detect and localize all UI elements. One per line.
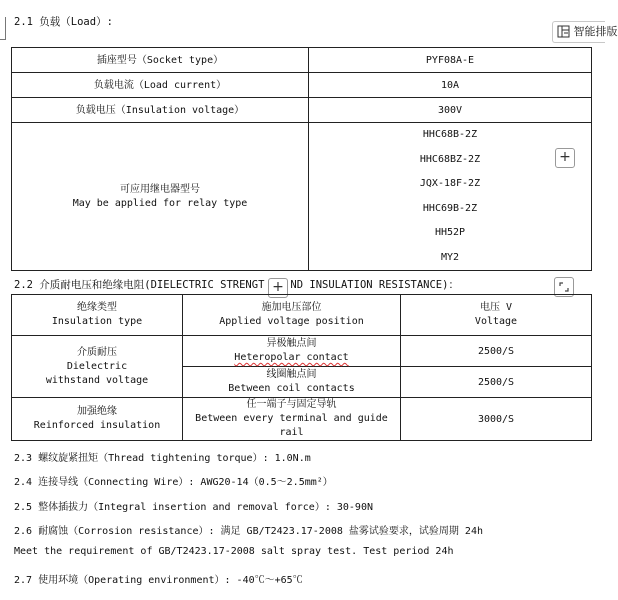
list-item: HHC68B-2Z [422, 129, 478, 140]
header-cn: 施加电压部位 [261, 302, 322, 313]
paragraph-2-5: 2.5 整体插拔力（Integral insertion and removal force）: 30-90N [14, 502, 373, 513]
position-en: Heteropolar contact [234, 352, 349, 363]
header-insulation-type [12, 295, 183, 336]
section-2-2-heading-tail: ND INSULATION RESISTANCE)： [290, 279, 459, 291]
load-voltage-value: 300V [309, 98, 592, 123]
header-cn: 绝缘类型 [77, 302, 117, 313]
relay-type-list [309, 123, 592, 271]
type-cn: 介质耐压 [77, 346, 117, 358]
section-2-2-heading-text: 2.2 介质耐电压和绝缘电阻(DIELECTRIC STRENGT [14, 279, 265, 291]
smart-layout-button[interactable] [552, 21, 618, 43]
layout-icon [557, 25, 574, 38]
socket-type-label: 插座型号（Socket type） [12, 48, 309, 73]
heteropolar-contact-cell [183, 336, 401, 367]
terminal-guide-rail-cell [183, 398, 401, 441]
header-cn: 电压 V [479, 302, 513, 313]
load-current-value: 10A [309, 73, 592, 98]
list-item: JQX-18F-2Z [419, 178, 481, 189]
section-2-1-heading: 2.1 负载（Load）: [14, 16, 113, 28]
table-row [12, 295, 592, 336]
paragraph-2-6-en: Meet the requirement of GB/T2423.17-2008 salt spray test. Test period 24h [14, 546, 454, 557]
paragraph-2-6: 2.6 耐腐蚀（Corrosion resistance）: 满足 GB/T2423.17-2008 盐雾试验要求，试验周期 24h [14, 526, 483, 537]
voltage-value: 2500/S [401, 367, 592, 398]
section-2-2-heading [14, 277, 459, 292]
type-en: Reinforced insulation [33, 420, 161, 431]
paragraph-2-7: 2.7 使用环境（Operating environment）: -40℃～+65℃ [14, 575, 303, 586]
list-item: MY2 [440, 251, 460, 263]
relay-label-cn: 可应用继电器型号 [120, 183, 200, 195]
position-en: Between every terminal and guide rail [195, 413, 388, 438]
position-cn: 线圈触点间 [266, 369, 317, 380]
dielectric-withstand-type [12, 336, 183, 398]
position-cn: 异极触点间 [266, 338, 317, 349]
type-en: Dielectric [66, 360, 128, 372]
table-row [12, 98, 592, 123]
relay-label-en: May be applied for relay type [72, 197, 248, 209]
coil-contacts-cell [183, 367, 401, 398]
header-en: Voltage [474, 316, 518, 327]
text-boundary-marker [0, 17, 6, 40]
header-en: Insulation type [51, 316, 143, 327]
header-applied-position [183, 295, 401, 336]
header-voltage [401, 295, 592, 336]
table-row [12, 73, 592, 98]
table-row [12, 398, 592, 441]
list-item: HHC69B-2Z [422, 202, 478, 214]
list-item: HH52P [434, 227, 466, 238]
type-en: withstand voltage [45, 374, 149, 386]
reinforced-insulation-type [12, 398, 183, 441]
table-row [12, 336, 592, 367]
relay-type-label [12, 123, 309, 271]
position-cn: 任一端子与固定导轨 [246, 399, 337, 410]
load-table [11, 47, 592, 271]
plus-icon: + [559, 149, 571, 165]
paragraph-2-3: 2.3 螺纹旋紧扭矩（Thread tightening torque）: 1.0N.m [14, 453, 311, 464]
load-voltage-label: 负载电压（Insulation voltage） [12, 98, 309, 123]
add-row-button[interactable] [555, 148, 575, 168]
type-cn: 加强绝缘 [77, 406, 117, 417]
dielectric-table [11, 294, 592, 441]
voltage-value: 3000/S [401, 398, 592, 441]
position-en: Between coil contacts [228, 383, 355, 394]
voltage-value: 2500/S [401, 336, 592, 367]
smart-layout-label: 智能排版 [573, 25, 618, 38]
table-row [12, 48, 592, 73]
load-current-label: 负载电流（Load current） [12, 73, 309, 98]
paragraph-2-4: 2.4 连接导线（Connecting Wire）: AWG20-14（0.5～2.5mm²） [14, 477, 333, 488]
header-en: Applied voltage position [219, 316, 364, 327]
plus-icon: + [272, 279, 284, 295]
table-row [12, 123, 592, 271]
list-item: HHC68BZ-2Z [419, 153, 481, 165]
socket-type-value: PYF08A-E [309, 48, 592, 73]
